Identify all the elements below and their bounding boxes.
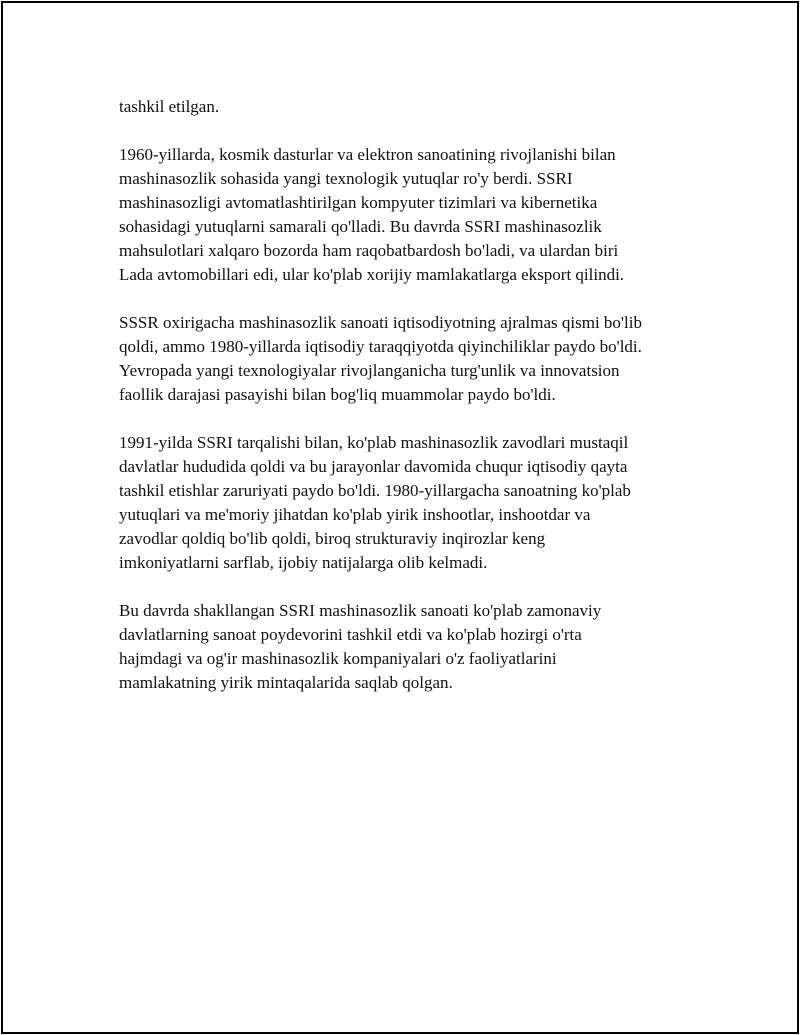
text-line: Bu davrda shakllangan SSRI mashinasozlik sanoati ko'plab zamonaviy [119,601,602,620]
text-line: imkoniyatlarni sarflab, ijobiy natijalarga olib kelmadi. [119,553,488,572]
text-line: hajmdagi va og'ir mashinasozlik kompaniyalari o'z faoliyatlarini [119,649,557,668]
text-line: tashkil etilgan. [119,97,220,116]
text-line: Lada avtomobillari edi, ular ko'plab xorijiy mamlakatlarga eksport qilindi. [119,265,625,284]
text-line: sohasidagi yutuqlarni samarali qo'lladi. Bu davrda SSRI mashinasozlik [119,217,602,236]
text-line: 1960-yillarda, kosmik dasturlar va elektron sanoatining rivojlanishi bilan [119,145,616,164]
text-line: mamlakatning yirik mintaqalarida saqlab qolgan. [119,673,453,692]
text-line: zavodlar qoldiq bo'lib qoldi, biroq strukturaviy inqirozlar keng [119,529,546,548]
text-line: mahsulotlari xalqaro bozorda ham raqobatbardosh bo'ladi, va ulardan biri [119,241,619,260]
text-line: qoldi, ammo 1980-yillarda iqtisodiy taraqqiyotda qiyinchiliklar paydo bo'ldi. [119,337,642,356]
text-line: mashinasozlik sohasida yangi texnologik yutuqlar ro'y berdi. SSRI [119,169,573,188]
text-line: davlatlarning sanoat poydevorini tashkil etdi va ko'plab hozirgi o'rta [119,625,582,644]
text-line: faollik darajasi pasayishi bilan bog'liq muammolar paydo bo'ldi. [119,385,556,404]
text-line: 1991-yilda SSRI tarqalishi bilan, ko'plab mashinasozlik zavodlari mustaqil [119,433,629,452]
text-line: mashinasozligi avtomatlashtirilgan kompyuter tizimlari va kibernetika [119,193,598,212]
text-line: davlatlar hududida qoldi va bu jarayonlar davomida chuqur iqtisodiy qayta [119,457,628,476]
text-line: yutuqlari va me'moriy jihatdan ko'plab yirik inshootlar, inshootdar va [119,505,591,524]
page-frame [1,1,799,1034]
text-line: SSSR oxirigacha mashinasozlik sanoati iqtisodiyotning ajralmas qismi bo'lib [119,313,642,332]
paragraph-2 [119,143,709,287]
text-line: tashkil etishlar zaruriyati paydo bo'ldi. 1980-yillargacha sanoatning ko'plab [119,481,631,500]
paragraph-1 [119,95,709,119]
paragraph-4 [119,431,709,575]
paragraph-3 [119,311,709,407]
page-body-text [119,95,709,719]
paragraph-5 [119,599,709,695]
text-line: Yevropada yangi texnologiyalar rivojlanganicha turg'unlik va innovatsion [119,361,620,380]
